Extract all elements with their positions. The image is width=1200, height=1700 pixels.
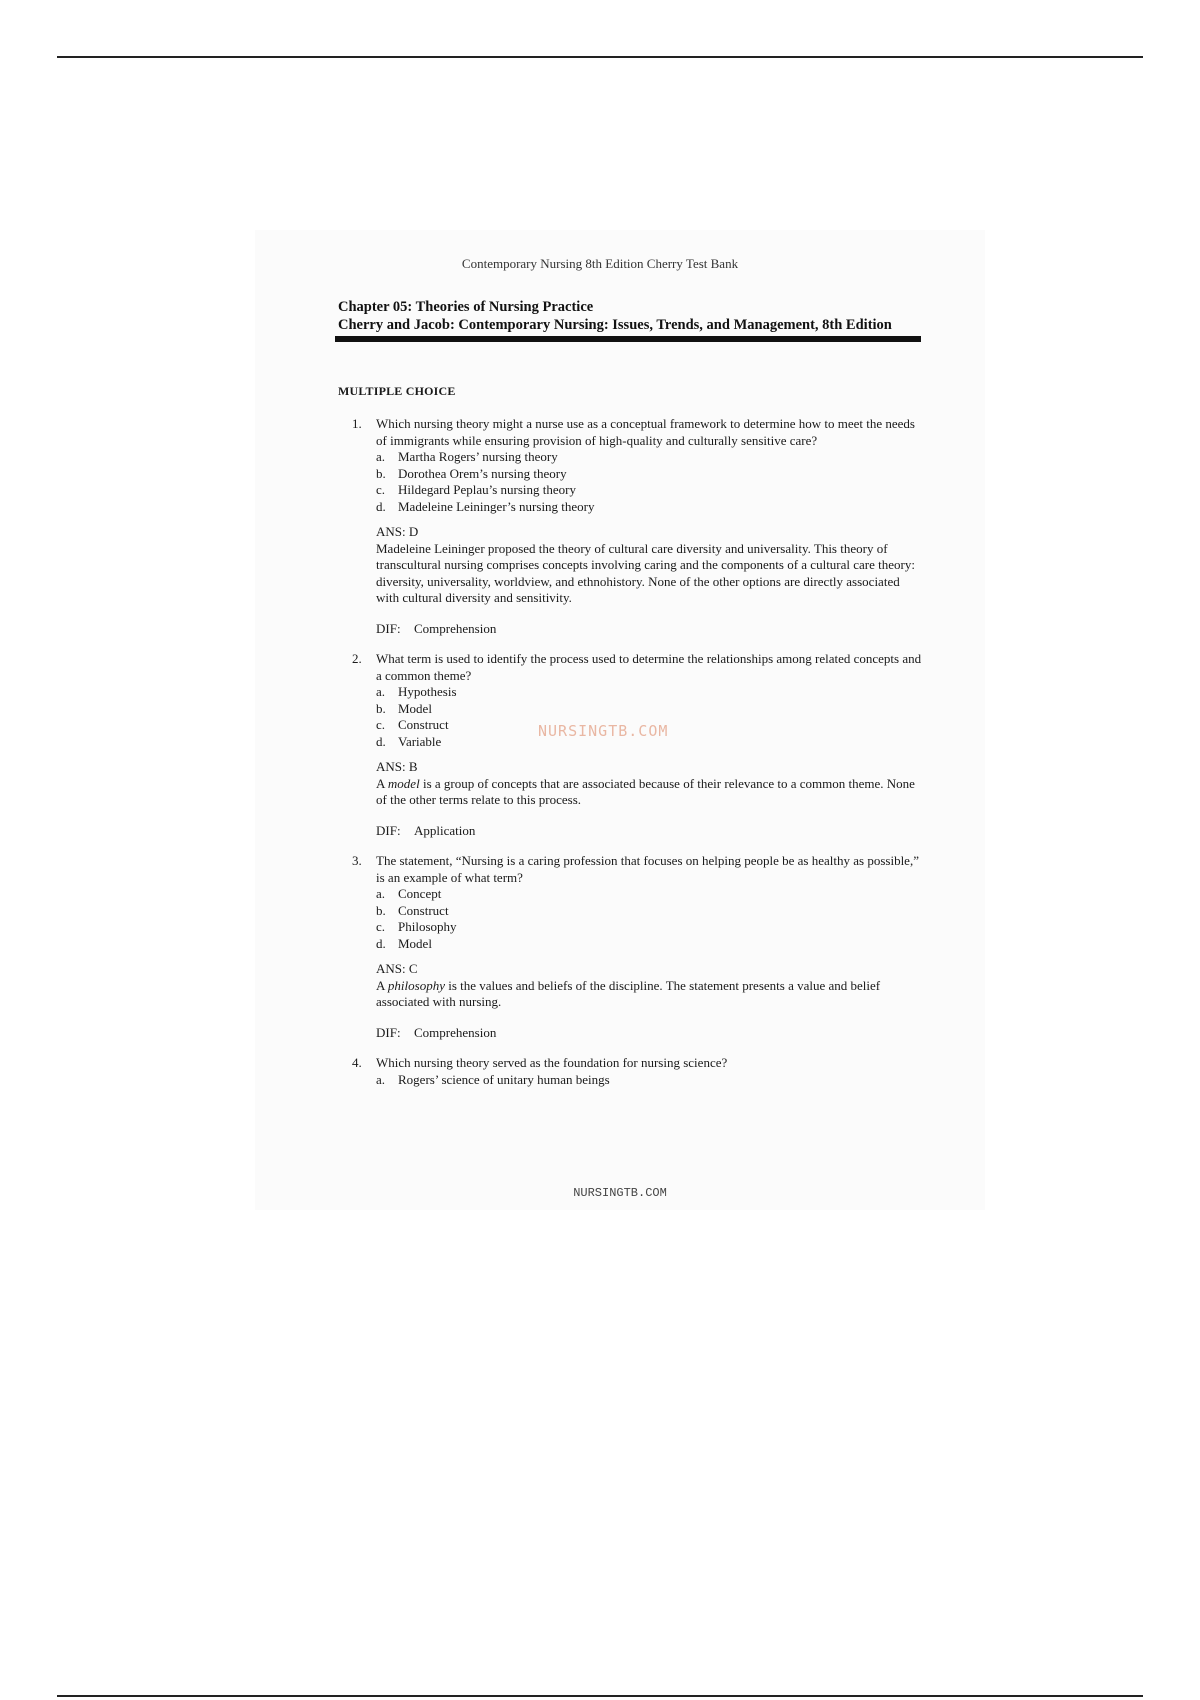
chapter-title: Chapter 05: Theories of Nursing Practice xyxy=(338,299,594,315)
bottom-rule xyxy=(57,1695,1143,1697)
question-text: What term is used to identify the process used to determine the relationships among related concepts and a common theme? xyxy=(376,651,922,683)
difficulty-label: DIF: xyxy=(376,822,401,838)
answer-block xyxy=(376,524,924,607)
option-letter: c. xyxy=(376,717,386,732)
option-text: Construct xyxy=(398,717,449,732)
top-rule xyxy=(57,56,1143,58)
question-number: 2. xyxy=(352,651,362,666)
difficulty xyxy=(376,1025,924,1042)
option-text: Model xyxy=(398,935,432,951)
option-c xyxy=(376,482,924,499)
question-number: 1. xyxy=(352,416,362,431)
difficulty xyxy=(376,621,924,638)
difficulty-label: DIF: xyxy=(376,1024,401,1040)
rationale xyxy=(376,776,924,809)
rationale-pre: A xyxy=(376,977,388,993)
watermark: NURSINGTB.COM xyxy=(538,722,669,740)
option-list xyxy=(376,1072,924,1089)
rationale-pre: A xyxy=(376,775,388,791)
option-text: Hypothesis xyxy=(398,684,457,699)
option-text: Philosophy xyxy=(398,919,457,934)
option-text: Model xyxy=(398,700,432,716)
question-text: Which nursing theory served as the foundation for nursing science? xyxy=(376,1055,728,1070)
option-b xyxy=(376,701,924,718)
question-1 xyxy=(352,416,924,637)
option-d xyxy=(376,936,924,953)
option-list xyxy=(376,449,924,515)
option-letter: b. xyxy=(376,700,386,716)
option-a xyxy=(376,449,924,466)
option-letter: d. xyxy=(376,733,386,749)
option-text: Martha Rogers’ nursing theory xyxy=(398,449,558,464)
option-d xyxy=(376,499,924,516)
footer-watermark: NURSINGTB.COM xyxy=(573,1186,667,1200)
option-text: Concept xyxy=(398,886,442,901)
answer-block xyxy=(376,759,924,809)
option-letter: c. xyxy=(376,919,386,934)
question-list xyxy=(352,416,924,1088)
option-b xyxy=(376,466,924,483)
option-text: Hildegard Peplau’s nursing theory xyxy=(398,482,576,497)
option-letter: b. xyxy=(376,465,386,481)
section-heading: MULTIPLE CHOICE xyxy=(338,384,456,398)
option-a xyxy=(376,684,924,701)
answer-key: ANS: B xyxy=(376,759,418,774)
question-number: 4. xyxy=(352,1055,362,1070)
option-a xyxy=(376,886,924,903)
option-text: Rogers’ science of unitary human beings xyxy=(398,1071,610,1087)
option-text: Construct xyxy=(398,902,449,918)
difficulty-label: DIF: xyxy=(376,620,401,636)
option-letter: d. xyxy=(376,935,386,951)
option-letter: d. xyxy=(376,498,386,514)
answer-block xyxy=(376,961,924,1011)
rationale xyxy=(376,978,924,1011)
difficulty xyxy=(376,823,924,840)
option-letter: b. xyxy=(376,902,386,918)
difficulty-value: Comprehension xyxy=(414,620,497,636)
option-text: Madeleine Leininger’s nursing theory xyxy=(398,498,595,514)
answer-key: ANS: C xyxy=(376,961,418,976)
option-list xyxy=(376,684,924,750)
rationale-post: is a group of concepts that are associated because of their relevance to a common theme. None of the other terms relate to this process. xyxy=(376,775,915,807)
option-letter: a. xyxy=(376,886,386,901)
document-header: Contemporary Nursing 8th Edition Cherry Test Bank xyxy=(461,256,739,271)
question-text: The statement, “Nursing is a caring profession that focuses on helping people be as healthy as possible,” is an example of what term? xyxy=(376,853,919,885)
question-number: 3. xyxy=(352,853,362,868)
question-3 xyxy=(352,853,924,1041)
option-a xyxy=(376,1072,924,1089)
option-letter: a. xyxy=(376,1071,386,1087)
rationale-term: model xyxy=(387,775,420,791)
option-b xyxy=(376,903,924,920)
difficulty-value: Application xyxy=(414,822,476,838)
rationale-term: philosophy xyxy=(387,977,445,993)
question-4 xyxy=(352,1055,924,1088)
option-letter: a. xyxy=(376,449,386,464)
difficulty-value: Comprehension xyxy=(414,1024,497,1040)
option-c xyxy=(376,919,924,936)
option-list xyxy=(376,886,924,952)
question-2 xyxy=(352,651,924,839)
rationale: Madeleine Leininger proposed the theory of cultural care diversity and universality. This theory of transcultural nursing comprises concepts involving caring and the components of a cultural care theory: diversity, universality, worldview, and ethnohistory. None of the other options are directly associated with cultural diversity and sensitivity. xyxy=(376,540,915,605)
option-text: Dorothea Orem’s nursing theory xyxy=(398,465,567,481)
chapter-block xyxy=(338,298,924,342)
question-text: Which nursing theory might a nurse use as a conceptual framework to determine how to meet the needs of immigrants while ensuring provision of high-quality and culturally sensitive care? xyxy=(376,416,915,448)
title-underline xyxy=(335,336,921,342)
option-text: Variable xyxy=(398,733,442,749)
answer-key: ANS: D xyxy=(376,524,419,539)
book-title: Cherry and Jacob: Contemporary Nursing: Issues, Trends, and Management, 8th Edition xyxy=(338,317,892,333)
option-letter: a. xyxy=(376,684,386,699)
rationale-post: is the values and beliefs of the discipline. The statement presents a value and belief associated with nursing. xyxy=(376,977,881,1009)
option-letter: c. xyxy=(376,482,386,497)
